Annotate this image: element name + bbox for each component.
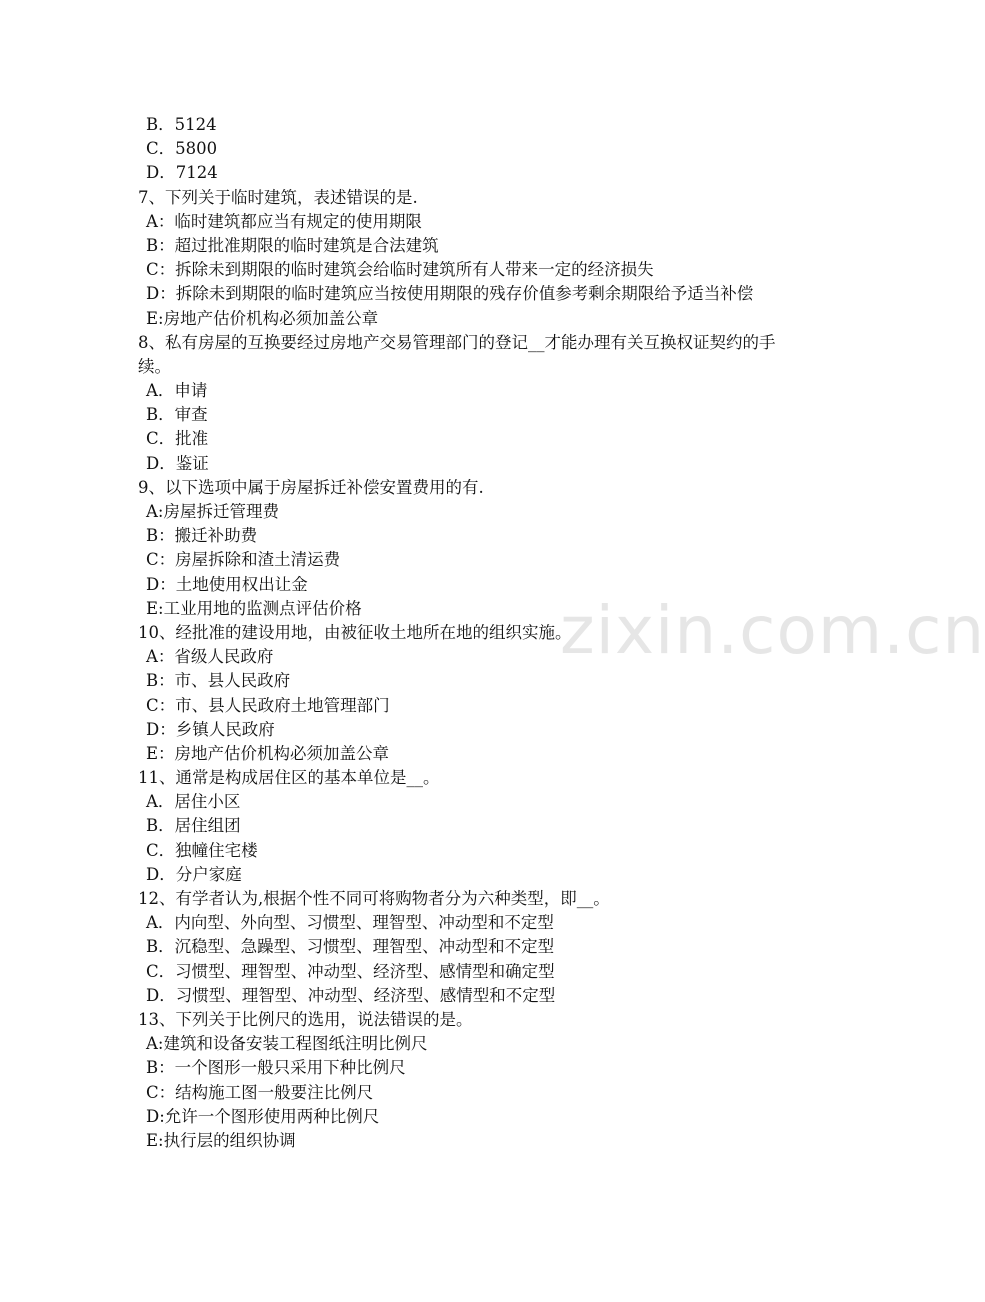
question-stem: 10、经批准的建设用地，由被征收土地所在地的组织实施。: [138, 622, 572, 642]
option: A．申请: [146, 381, 208, 401]
question-stem: 8、私有房屋的互换要经过房地产交易管理部门的登记__才能办理有关互换权证契约的手续。: [138, 332, 776, 376]
option: C：房屋拆除和渣土清运费: [146, 550, 341, 570]
option: B：一个图形一般只采用下种比例尺: [146, 1058, 406, 1078]
question-stem: 7、下列关于临时建筑，表述错误的是.: [138, 187, 418, 207]
option: C．习惯型、理智型、冲动型、经济型、感情型和确定型: [146, 961, 555, 981]
option: B：超过批准期限的临时建筑是合法建筑: [146, 235, 439, 255]
option: B：市、县人民政府: [146, 671, 291, 691]
option: E:工业用地的监测点评估价格: [146, 598, 362, 618]
option: D：拆除未到期限的临时建筑应当按使用期限的残存价值参考剩余期限给予适当补偿: [146, 284, 754, 304]
option: C．批准: [146, 429, 209, 449]
option: E:房地产估价机构必须加盖公章: [146, 308, 379, 328]
option: E:执行层的组织协调: [146, 1130, 296, 1150]
question-stem: 13、下列关于比例尺的选用，说法错误的是。: [138, 1009, 473, 1029]
option: C．独幢住宅楼: [146, 840, 258, 860]
watermark: zixin.com.cn: [560, 592, 985, 669]
option: D．鉴证: [146, 453, 209, 473]
option: B．5124: [146, 115, 217, 134]
option: C：拆除未到期限的临时建筑会给临时建筑所有人带来一定的经济损失: [146, 260, 654, 280]
question-stem: 12、有学者认为,根据个性不同可将购物者分为六种类型，即__。: [138, 889, 610, 909]
option: A．居住小区: [146, 792, 241, 812]
question-stem: 9、以下选项中属于房屋拆迁补偿安置费用的有.: [138, 477, 484, 497]
option: C：市、县人民政府土地管理部门: [146, 695, 390, 715]
question-stem: 11、通常是构成居住区的基本单位是__。: [138, 768, 440, 788]
option: B．居住组团: [146, 816, 241, 836]
option: D：土地使用权出让金: [146, 574, 308, 594]
option: B．审查: [146, 405, 208, 425]
option: D．7124: [146, 163, 218, 183]
option: C．5800: [146, 139, 218, 159]
option: A:建筑和设备安装工程图纸注明比例尺: [146, 1034, 428, 1054]
option: D．分户家庭: [146, 864, 242, 884]
option: D．习惯型、理智型、冲动型、经济型、感情型和不定型: [146, 985, 556, 1005]
option: A．内向型、外向型、习惯型、理智型、冲动型和不定型: [146, 913, 554, 933]
option: B．沉稳型、急躁型、习惯型、理智型、冲动型和不定型: [146, 937, 555, 957]
option: E：房地产估价机构必须加盖公章: [146, 743, 390, 763]
option: A：临时建筑都应当有规定的使用期限: [146, 211, 422, 231]
option: A:房屋拆迁管理费: [146, 502, 279, 522]
option: B：搬迁补助费: [146, 526, 258, 546]
option: D：乡镇人民政府: [146, 719, 275, 739]
option: A：省级人民政府: [146, 647, 274, 667]
option: C：结构施工图一般要注比例尺: [146, 1082, 374, 1102]
question-list: [138, 113, 788, 1153]
option: D:允许一个图形使用两种比例尺: [146, 1106, 380, 1126]
